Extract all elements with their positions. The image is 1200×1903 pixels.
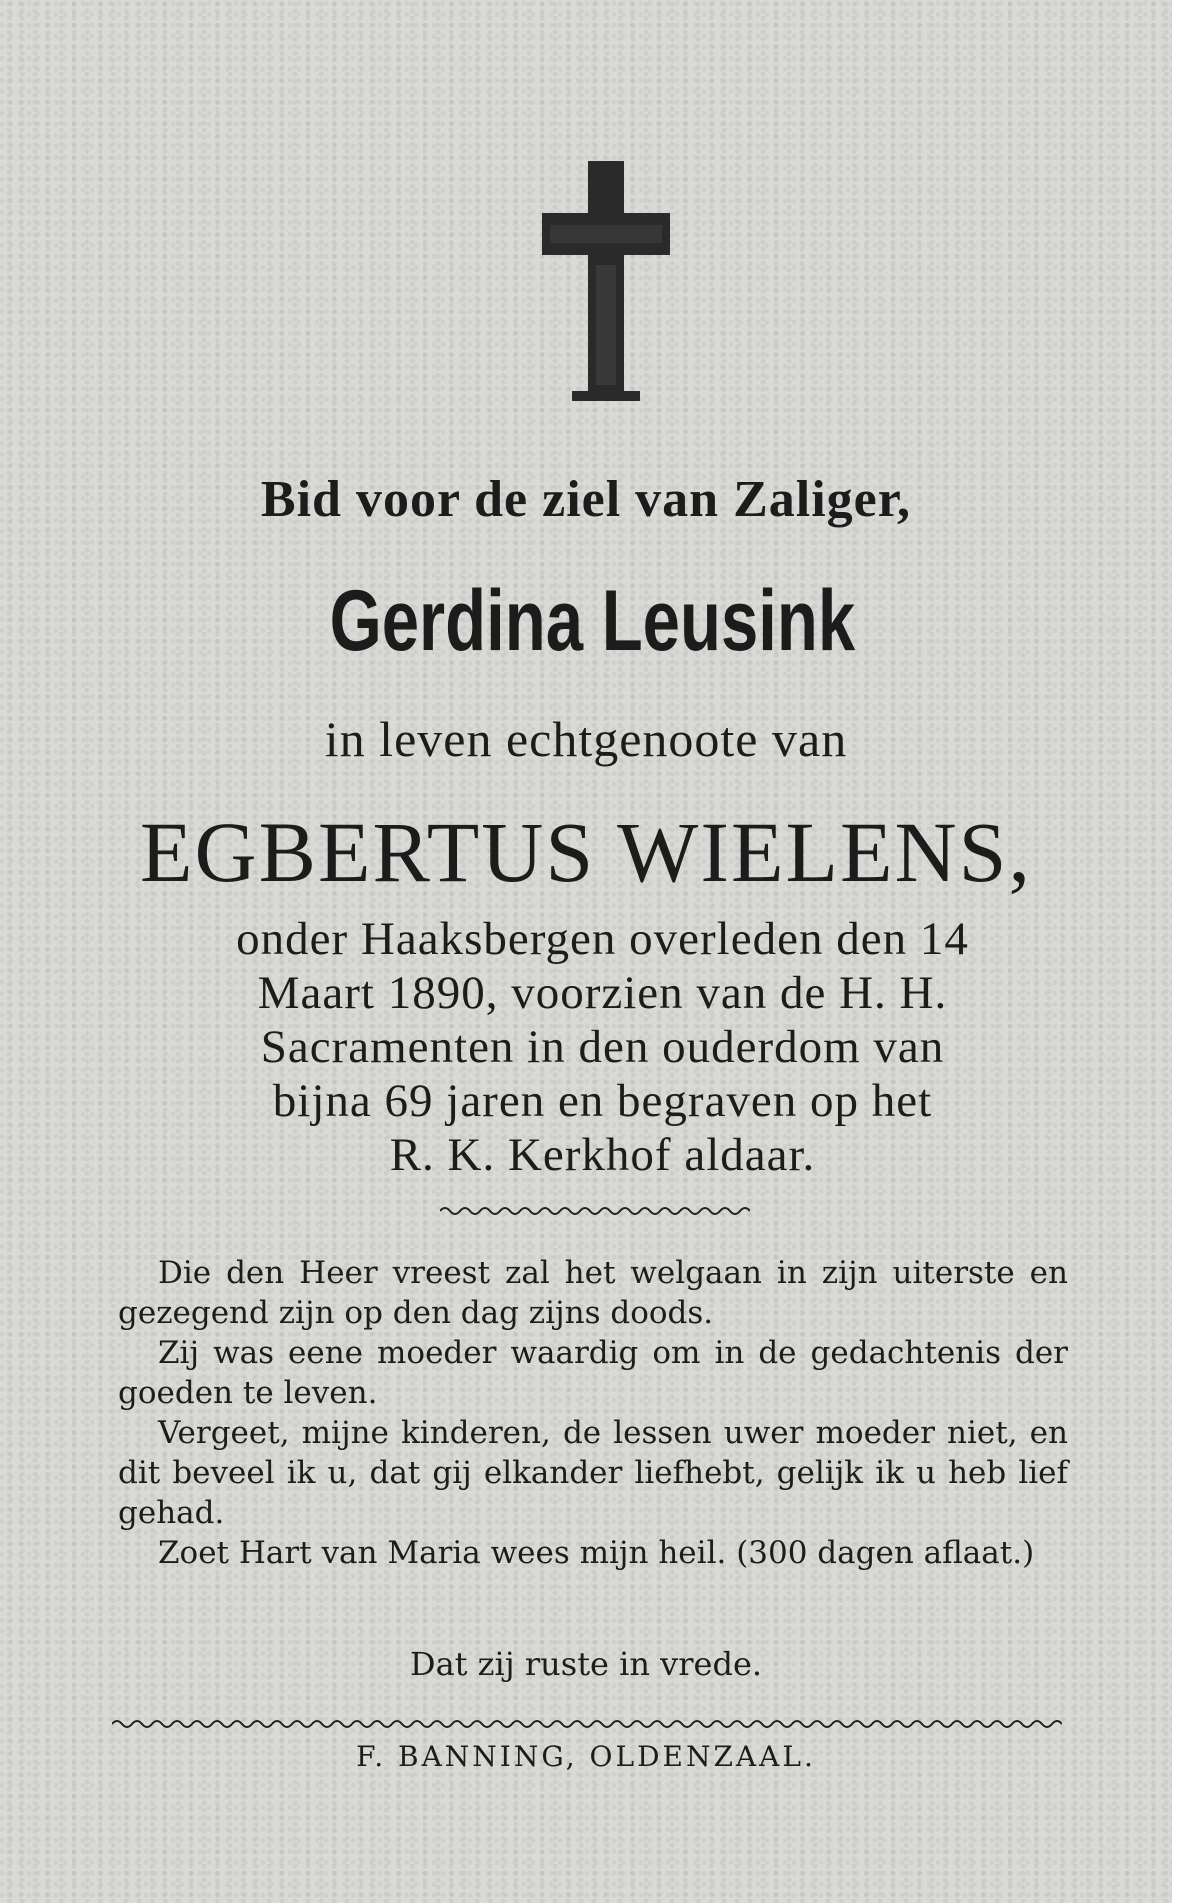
- closing-line: Dat zij ruste in vrede.: [409, 1645, 763, 1683]
- wavy-divider: [112, 1718, 1062, 1730]
- bio-line: bijna 69 jaren en begraven op het: [272, 1075, 933, 1127]
- biography: [130, 912, 1075, 1182]
- cross-icon: [536, 155, 676, 405]
- prayer-paragraph: Vergeet, mijne kinderen, de lessen uwer moeder niet, en dit beveel ik u, dat gij elkander liefhebt, gelijk ik u heb lief gehad.: [118, 1415, 1068, 1531]
- bio-line: R. K. Kerkhof aldaar.: [389, 1129, 816, 1181]
- bio-line: Sacramenten in den ouderdom van: [260, 1021, 945, 1073]
- spouse-intro: in leven echtgenoote van: [324, 711, 848, 767]
- prayer-paragraph: Zoet Hart van Maria wees mijn heil. (300 dagen aflaat.): [158, 1535, 1035, 1571]
- prayer-paragraph: Die den Heer vreest zal het welgaan in zijn uiterste en gezegend zijn op den dag zijns doods.: [118, 1255, 1068, 1331]
- bio-line: onder Haaksbergen overleden den 14: [236, 913, 969, 965]
- printer-credit: F. BANNING, OLDENZAAL.: [356, 1740, 816, 1773]
- prayer-text: [118, 1253, 1068, 1573]
- wavy-divider: [440, 1205, 750, 1217]
- bio-line: Maart 1890, voorzien van de H. H.: [257, 967, 948, 1019]
- spouse-name: EGBERTUS WIELENS,: [140, 804, 1032, 900]
- deceased-name: Gerdina Leusink: [329, 573, 856, 669]
- prayer-intro: Bid voor de ziel van Zaliger,: [260, 471, 912, 528]
- prayer-paragraph: Zij was eene moeder waardig om in de gedachtenis der goeden te leven.: [118, 1335, 1068, 1411]
